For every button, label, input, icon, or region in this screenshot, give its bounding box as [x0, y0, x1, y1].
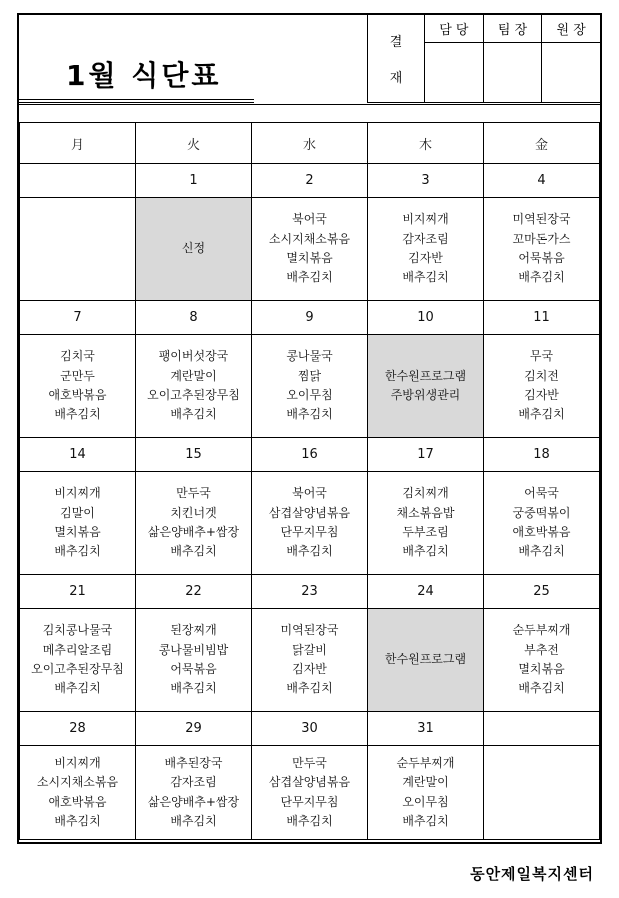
menu-item: 순두부찌개 [512, 623, 571, 638]
menu-item: 삶은양배추+쌈장 [147, 525, 240, 539]
menu-cell [484, 335, 600, 438]
date-row [20, 712, 600, 746]
date-cell: 16 [252, 438, 368, 472]
menu-item: 애호박볶음 [48, 794, 107, 809]
weekday-header-tue: 火 [136, 123, 252, 164]
menu-item: 김치콩나물국 [42, 623, 113, 638]
page-title: 1월 식단표 [66, 59, 222, 92]
menu-item: 배추김치 [286, 407, 333, 422]
menu-cell [136, 335, 252, 438]
menu-item: 어묵볶음 [518, 251, 565, 265]
menu-cell [252, 746, 368, 840]
menu-item: 채소볶음밥 [396, 505, 455, 520]
menu-item: 김치찌개 [402, 486, 449, 501]
menu-item: 삼겹살양념볶음 [268, 505, 351, 520]
menu-cell [136, 746, 252, 840]
menu-item: 감자조림 [402, 231, 449, 246]
menu-item: 오이무침 [286, 388, 333, 402]
menu-item: 김치국 [60, 349, 95, 364]
menu-item: 배추김치 [170, 544, 217, 559]
menu-item: 만두국 [292, 755, 327, 770]
menu-item: 배추김치 [402, 270, 449, 285]
menu-item: 한수원프로그램 [384, 652, 467, 667]
menu-item: 오이고추된장무침 [31, 662, 124, 676]
menu-item: 배추김치 [286, 270, 333, 285]
menu-item: 군만두 [60, 368, 95, 383]
menu-row [20, 472, 600, 575]
menu-item: 오이무침 [402, 794, 449, 809]
date-cell: 2 [252, 164, 368, 198]
menu-cell [20, 472, 136, 575]
menu-item: 찜닭 [297, 368, 322, 383]
menu-cell [252, 609, 368, 712]
date-cell: 21 [20, 575, 136, 609]
menu-item: 단무지무침 [280, 525, 339, 539]
title-calendar-spacer [19, 105, 600, 122]
menu-cell [368, 472, 484, 575]
menu-item: 주방위생관리 [390, 388, 461, 402]
menu-cell [20, 198, 136, 301]
calendar-body [20, 164, 600, 840]
menu-item: 메추리알조림 [42, 642, 113, 657]
date-cell: 1 [136, 164, 252, 198]
menu-item: 배추김치 [518, 270, 565, 285]
menu-item: 멸치볶음 [518, 662, 565, 676]
date-cell: 24 [368, 575, 484, 609]
menu-item: 소시지채소볶음 [268, 231, 351, 246]
menu-row [20, 198, 600, 301]
menu-item: 삶은양배추+쌈장 [147, 794, 240, 809]
meal-calendar-table [19, 122, 600, 840]
title-block [19, 15, 600, 105]
date-cell [20, 164, 136, 198]
approval-signature-box-damdang [425, 43, 483, 102]
menu-cell [136, 472, 252, 575]
menu-item: 소시지채소볶음 [36, 775, 119, 790]
menu-item: 꼬마돈가스 [512, 231, 571, 246]
highlighted-menu-cell [368, 609, 484, 712]
date-row [20, 164, 600, 198]
weekday-header-fri: 金 [484, 123, 600, 164]
menu-item: 치킨너겟 [170, 505, 217, 520]
menu-item: 북어국 [292, 212, 327, 227]
menu-item: 감자조림 [170, 775, 217, 790]
menu-item: 김자반 [524, 388, 559, 402]
approval-header-wonjang: 원 장 [542, 15, 600, 43]
approval-stamp-char-bottom: 재 [389, 70, 403, 86]
weekday-header-thu: 木 [368, 123, 484, 164]
menu-item: 오이고추된장무침 [147, 388, 240, 402]
date-cell: 22 [136, 575, 252, 609]
menu-item: 계란말이 [402, 775, 449, 790]
menu-item: 배추김치 [54, 681, 101, 696]
menu-item: 배추김치 [170, 407, 217, 422]
title-underline [19, 99, 254, 103]
approval-table [367, 15, 600, 103]
menu-item: 김자반 [408, 251, 443, 265]
date-row [20, 438, 600, 472]
menu-item: 배추김치 [402, 544, 449, 559]
menu-item: 배추김치 [54, 813, 101, 828]
menu-item: 배추김치 [286, 813, 333, 828]
menu-item: 무국 [529, 349, 554, 364]
date-cell: 28 [20, 712, 136, 746]
menu-item: 배추김치 [54, 544, 101, 559]
date-cell: 11 [484, 301, 600, 335]
date-cell: 15 [136, 438, 252, 472]
menu-item: 김자반 [292, 662, 327, 676]
menu-cell [484, 609, 600, 712]
menu-item: 배추김치 [402, 813, 449, 828]
menu-item: 비지찌개 [402, 212, 449, 227]
date-cell: 31 [368, 712, 484, 746]
menu-cell [368, 746, 484, 840]
date-cell: 30 [252, 712, 368, 746]
menu-item: 멸치볶음 [286, 251, 333, 265]
date-cell: 4 [484, 164, 600, 198]
menu-cell [20, 609, 136, 712]
menu-item: 멸치볶음 [54, 525, 101, 539]
menu-item: 계란말이 [170, 368, 217, 383]
approval-header-timjang: 팀 장 [484, 15, 542, 43]
highlighted-menu-cell [136, 198, 252, 301]
menu-item: 미역된장국 [512, 212, 571, 227]
menu-item: 어묵볶음 [170, 662, 217, 676]
menu-cell [20, 335, 136, 438]
approval-column-wonjang [541, 15, 600, 102]
menu-item: 삼겹살양념볶음 [268, 775, 351, 790]
date-row [20, 301, 600, 335]
approval-column-damdang [425, 15, 483, 102]
menu-item: 콩나물국 [286, 349, 333, 364]
menu-item: 북어국 [292, 486, 327, 501]
menu-item: 배추김치 [518, 544, 565, 559]
menu-item: 애호박볶음 [48, 388, 107, 402]
menu-cell [252, 335, 368, 438]
menu-item: 배추김치 [286, 544, 333, 559]
menu-item: 애호박볶음 [512, 525, 571, 539]
menu-item: 배추김치 [286, 681, 333, 696]
date-cell: 8 [136, 301, 252, 335]
organization-name: 동안제일복지센터 [470, 865, 594, 883]
approval-column-timjang [483, 15, 542, 102]
date-cell: 23 [252, 575, 368, 609]
weekday-header-mon: 月 [20, 123, 136, 164]
menu-item: 배추김치 [518, 407, 565, 422]
date-cell: 7 [20, 301, 136, 335]
date-row [20, 575, 600, 609]
approval-header-damdang: 담 당 [425, 15, 483, 43]
date-cell: 25 [484, 575, 600, 609]
menu-row [20, 609, 600, 712]
date-cell: 10 [368, 301, 484, 335]
approval-stamp-char-top: 결 [389, 35, 403, 51]
approval-signature-box-wonjang [542, 43, 600, 102]
weekday-header-row [20, 123, 600, 164]
date-cell: 9 [252, 301, 368, 335]
menu-item: 만두국 [176, 486, 211, 501]
menu-cell [368, 198, 484, 301]
menu-item: 궁중떡볶이 [512, 505, 571, 520]
menu-item: 배추김치 [518, 681, 565, 696]
date-cell [484, 712, 600, 746]
menu-cell [252, 472, 368, 575]
menu-item: 한수원프로그램 [384, 368, 467, 383]
menu-cell [484, 472, 600, 575]
menu-row [20, 746, 600, 840]
date-cell: 14 [20, 438, 136, 472]
menu-cell [252, 198, 368, 301]
date-cell: 17 [368, 438, 484, 472]
menu-item: 신정 [181, 241, 206, 256]
menu-item: 된장찌개 [170, 623, 217, 638]
menu-item: 김치전 [524, 368, 559, 383]
menu-item: 콩나물비빔밥 [158, 642, 229, 657]
menu-row [20, 335, 600, 438]
menu-item: 부추전 [524, 642, 559, 657]
menu-item: 단무지무침 [280, 794, 339, 809]
menu-item: 비지찌개 [54, 755, 101, 770]
menu-item: 배추김치 [170, 813, 217, 828]
approval-stamp-cell [368, 15, 425, 102]
menu-cell [136, 609, 252, 712]
menu-item: 닭갈비 [292, 642, 327, 657]
highlighted-menu-cell [368, 335, 484, 438]
menu-item: 순두부찌개 [396, 755, 455, 770]
menu-item: 두부조림 [402, 525, 449, 539]
menu-item: 배추김치 [170, 681, 217, 696]
menu-item: 배추된장국 [164, 755, 223, 770]
date-cell: 3 [368, 164, 484, 198]
date-cell: 18 [484, 438, 600, 472]
weekday-header-wed: 水 [252, 123, 368, 164]
menu-item: 비지찌개 [54, 486, 101, 501]
menu-item: 김말이 [60, 505, 95, 520]
menu-cell [484, 746, 600, 840]
menu-item: 배추김치 [54, 407, 101, 422]
menu-item: 팽이버섯장국 [158, 349, 229, 364]
menu-cell [20, 746, 136, 840]
menu-item: 미역된장국 [280, 623, 339, 638]
menu-item: 어묵국 [524, 486, 559, 501]
approval-signature-box-timjang [484, 43, 542, 102]
date-cell: 29 [136, 712, 252, 746]
meal-plan-sheet [17, 13, 602, 844]
menu-cell [484, 198, 600, 301]
